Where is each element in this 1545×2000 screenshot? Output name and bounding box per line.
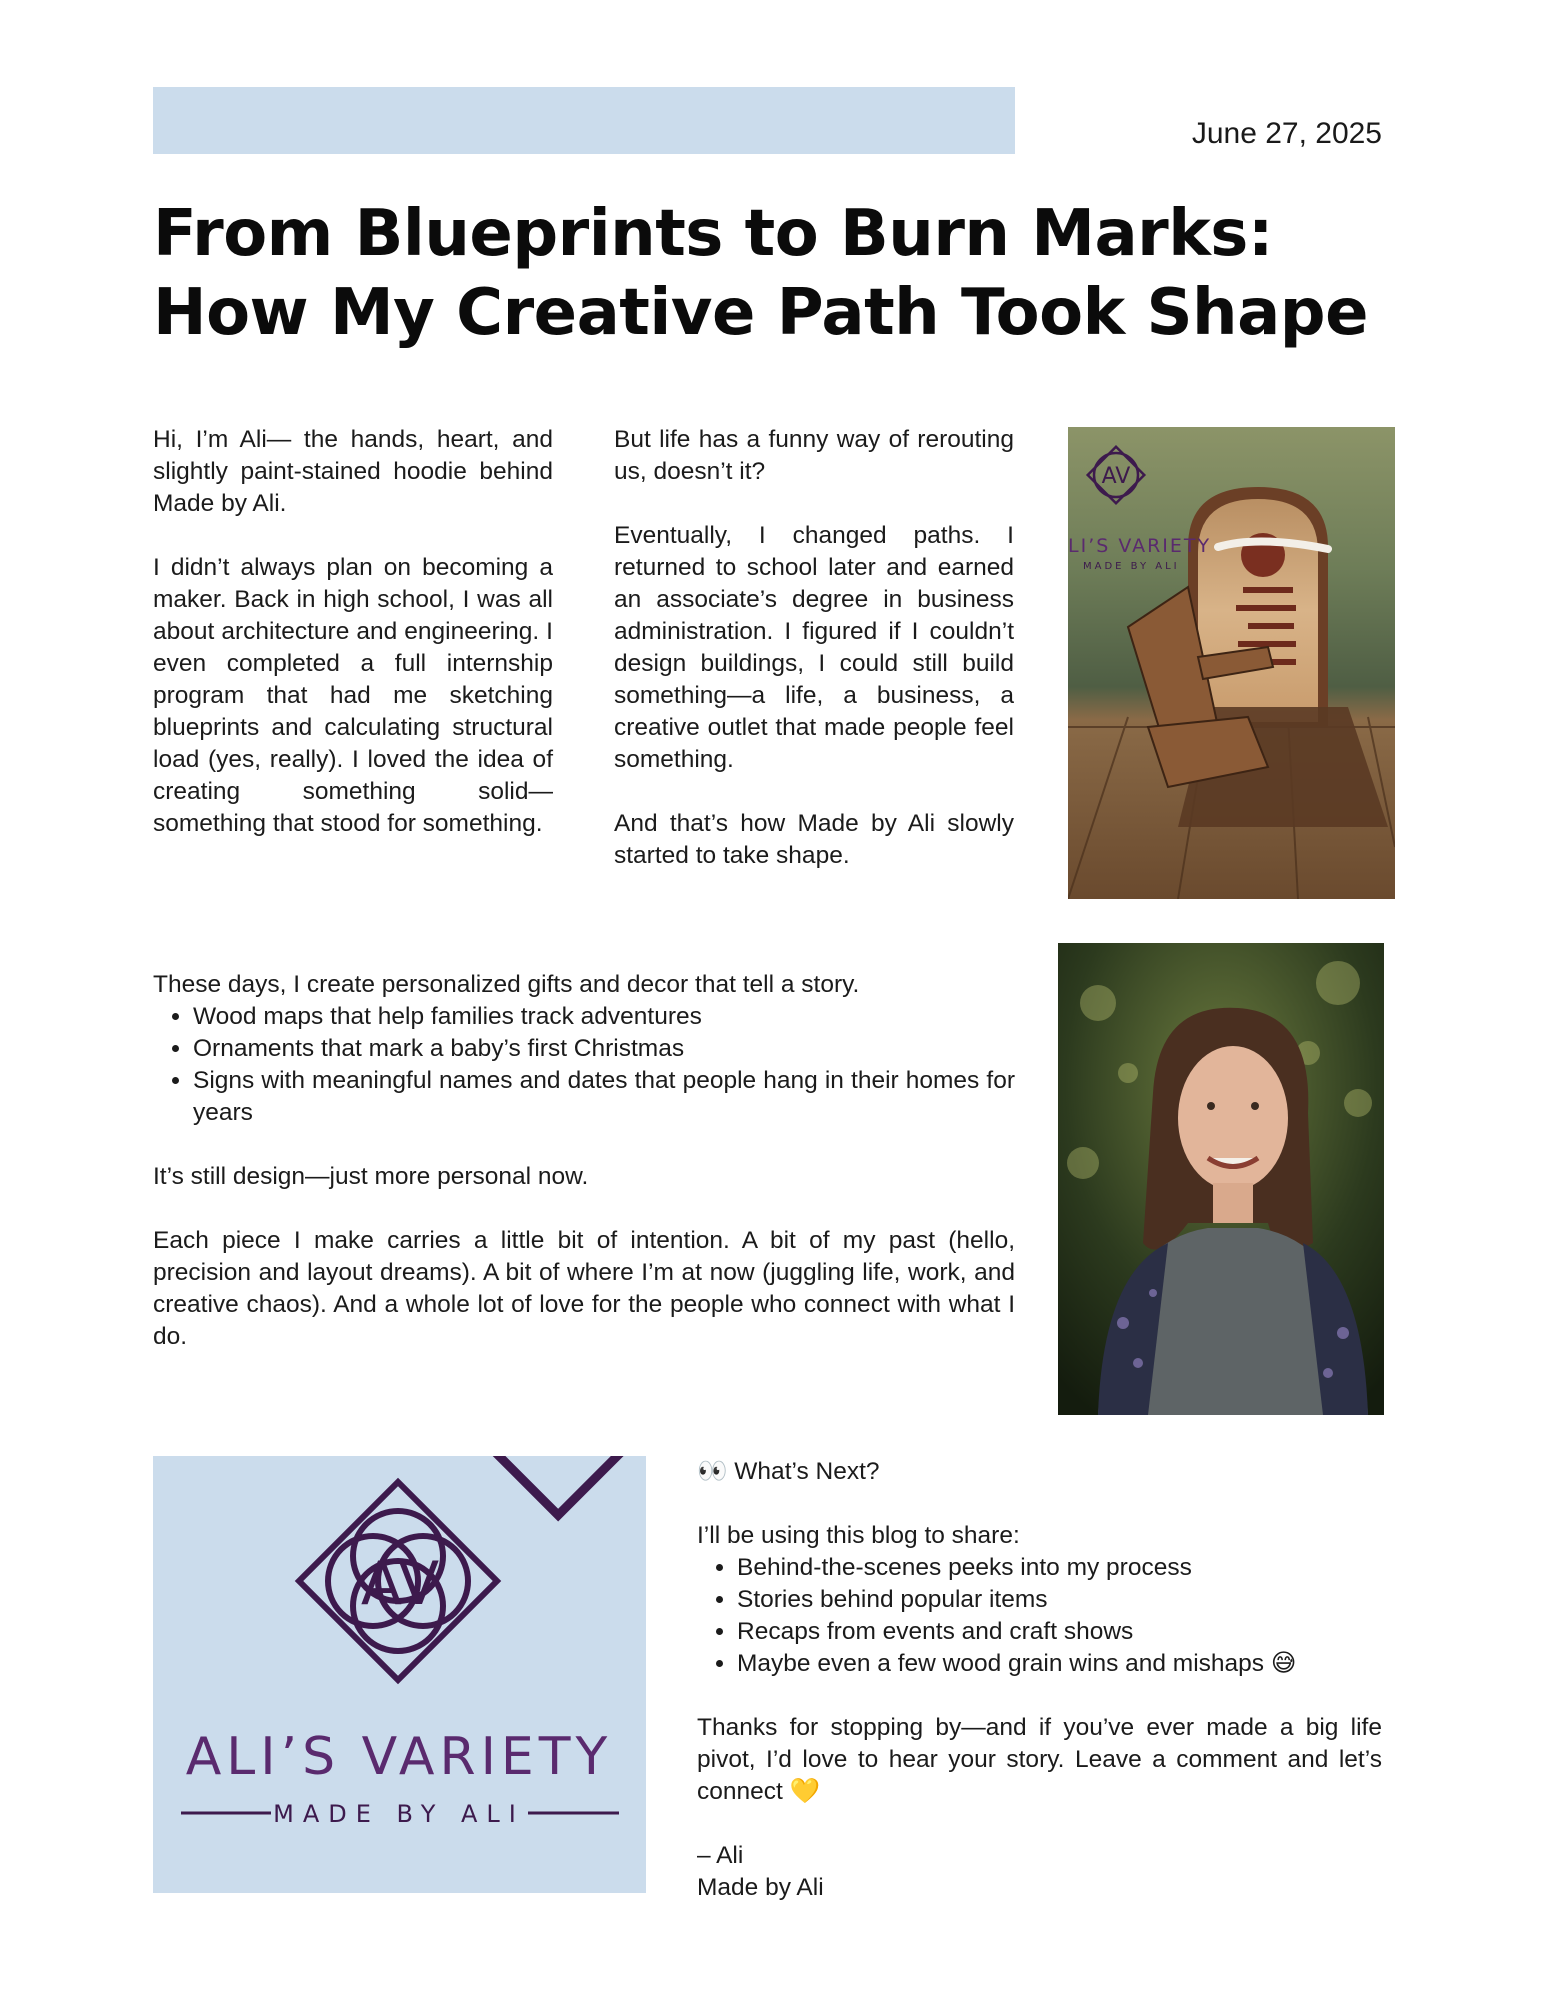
list-item: • Stories behind popular items [737, 1584, 1382, 1616]
signature-brand: Made by Ali [697, 1874, 824, 1901]
story-column-1 [153, 424, 553, 840]
svg-text:AV: AV [1101, 464, 1131, 489]
list-item: • Recaps from events and craft shows [737, 1616, 1382, 1648]
list-item: • Behind-the-scenes peeks into my process [737, 1552, 1382, 1584]
logo-emblem [299, 1456, 646, 1680]
logo-brand-name: ALI’S VARIETY [185, 1727, 613, 1787]
chair-photo-brand: LI’S VARIETY [1068, 535, 1212, 557]
signature-name: – Ali [697, 1842, 744, 1869]
post-date: June 27, 2025 [1191, 117, 1382, 150]
logo-tagline: MADE BY ALI [273, 1800, 525, 1828]
header-band [153, 87, 1015, 154]
blog-plan-list [697, 1552, 1382, 1680]
reroute-paragraph: But life has a funny way of rerouting us, doesn’t it? [614, 426, 1014, 485]
post-title: From Blueprints to Burn Marks: How My Creative Path Took Shape [153, 197, 1368, 350]
chair-photo-tagline: MADE BY ALI [1083, 561, 1180, 572]
list-item: • Maybe even a few wood grain wins and mishaps 😅 [737, 1648, 1382, 1680]
intro-paragraph: Hi, I’m Ali— the hands, heart, and slightly paint-stained hoodie behind Made by Ali. [153, 426, 553, 517]
whats-next-heading: 👀 What’s Next? [697, 1458, 880, 1485]
list-item: • Wood maps that help families track adventures [193, 1001, 1015, 1033]
brand-logo-panel [153, 1456, 646, 1893]
closing-paragraph: Thanks for stopping by—and if you’ve ever made a big life pivot, I’d love to hear your story. Leave a comment and let’s connect 💛 [697, 1714, 1382, 1805]
chair-product-photo [1068, 427, 1395, 899]
story-column-2 [614, 424, 1014, 872]
change-paragraph: Eventually, I changed paths. I returned to school later and earned an associate’s degree in business administration. I figured if I couldn’t design buildings, I could still build something—a life, a business, a creative outlet that made people feel something. [614, 522, 1014, 773]
list-item: • Signs with meaningful names and dates that people hang in their homes for years [193, 1065, 1015, 1129]
middle-section [153, 969, 1015, 1353]
whats-next-section [697, 1456, 1382, 1904]
design-paragraph: It’s still design—just more personal now. [153, 1163, 589, 1190]
background-paragraph: I didn’t always plan on becoming a maker. Back in high school, I was all about architecture and engineering. I even completed a full internship program that had me sketching blueprints and calculating structural load (yes, really). I loved the idea of creating something solid—something that stood for something. [153, 554, 553, 837]
blog-plan-lead: I’ll be using this blog to share: [697, 1522, 1020, 1549]
intention-paragraph: Each piece I make carries a little bit of intention. A bit of my past (hello, precision and layout dreams). A bit of where I’m at now (juggling life, work, and creative chaos). And a whole lot of love for the people who connect with what I do. [153, 1227, 1015, 1350]
shape-paragraph: And that’s how Made by Ali slowly started to take shape. [614, 810, 1014, 869]
gifts-list [153, 1001, 1015, 1129]
list-item: • Ornaments that mark a baby’s first Christmas [193, 1033, 1015, 1065]
portrait-photo [1058, 943, 1384, 1415]
gifts-lead: These days, I create personalized gifts and decor that tell a story. [153, 971, 860, 998]
logo-monogram: AV [360, 1549, 440, 1619]
